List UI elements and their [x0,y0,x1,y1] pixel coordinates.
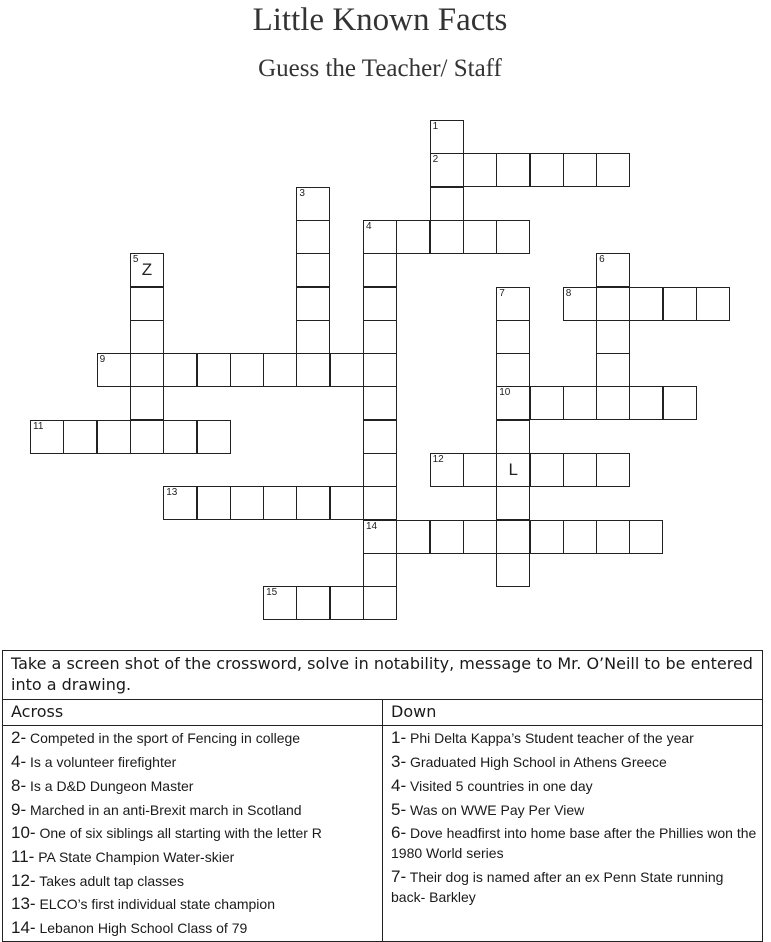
crossword-cell [296,220,330,254]
crossword-cell [296,486,330,520]
clue-number: 14 [366,520,378,532]
crossword-cell [596,287,630,321]
filled-letter: Z [141,260,153,280]
crossword-cell [596,320,630,354]
crossword-cell [130,353,164,387]
crossword-cell [396,220,430,254]
clue-down-4: 4- Visited 5 countries in one day [391,776,593,795]
crossword-cell [629,520,663,554]
crossword-cell [230,353,264,387]
crossword-cell [430,220,464,254]
clue-across-12: 12- Takes adult tap classes [11,871,184,890]
crossword-cell [130,287,164,321]
filled-letter: L [508,460,518,479]
clue-across-14: 14- Lebanon High School Class of 79 [11,918,248,937]
clue-number: 2 [432,154,439,166]
crossword-cell [130,320,164,354]
crossword-cell [563,453,597,487]
clue-across-4: 4- Is a volunteer firefighter [11,752,177,771]
crossword-cell [363,287,397,321]
crossword-cell [496,353,530,387]
crossword-cell [463,220,497,254]
crossword-cell [563,520,597,554]
clue-down-1: 1- Phi Delta Kappa’s Student teacher of the year [391,728,694,747]
crossword-cell [163,486,197,520]
crossword-cell [530,453,564,487]
crossword-cell [596,386,630,420]
crossword-cell [563,386,597,420]
crossword-cell [430,520,464,554]
crossword-cell [463,153,497,187]
clue-across-11: 11- PA State Champion Water-skier [11,847,235,866]
clue-down-3: 3- Graduated High School in Athens Greece [391,752,667,771]
across-heading: Across [3,700,383,726]
crossword-cell [496,420,530,454]
clue-table [2,650,763,942]
crossword-cell [330,353,364,387]
crossword-cell [363,353,397,387]
crossword-cell [296,353,330,387]
clue-across-2: 2- Competed in the sport of Fencing in college [11,728,301,747]
down-heading: Down [383,700,762,726]
crossword-cell [296,253,330,287]
clue-number: 4 [366,220,372,232]
crossword-cell [363,386,397,420]
crossword-cell [430,187,464,221]
crossword-cell [496,220,530,254]
clue-number: 12 [432,454,444,465]
crossword-cell [496,520,530,554]
crossword-cell [496,553,530,587]
clue-across-8: 8- Is a D&D Dungeon Master [11,776,194,795]
crossword-cell [330,586,364,620]
clue-number: 3 [299,187,305,199]
crossword-cell [629,287,663,321]
crossword-cell [496,153,530,187]
clue-number: 5 [132,254,139,266]
crossword-cell [363,253,397,287]
clue-number: 10 [499,387,511,399]
crossword-cell [663,386,697,420]
crossword-cell [363,520,397,554]
crossword-cell [363,420,397,454]
down-clues [383,726,762,941]
crossword-cell [596,253,630,287]
crossword-cell [563,287,597,321]
crossword-cell [296,320,330,354]
crossword-cell [330,486,364,520]
page-subtitle: Guess the Teacher/ Staff [258,55,502,82]
crossword-cell [496,287,530,321]
clue-number: 6 [599,254,605,266]
clue-number: 7 [499,287,505,299]
crossword-cell [163,353,197,387]
crossword-cell [263,486,297,520]
crossword-cell [197,353,231,387]
crossword-cell [130,420,164,454]
crossword-cell [430,120,464,154]
crossword-cell [163,420,197,454]
crossword-cell [496,486,530,520]
crossword-cell [496,386,530,420]
clue-number: 11 [33,420,44,432]
crossword-cell [463,453,497,487]
crossword-cell [363,486,397,520]
clue-across-10: 10- One of six siblings all starting with the letter R [11,823,322,842]
clue-number: 9 [99,354,106,366]
crossword-cell [263,353,297,387]
clue-down-5: 5- Was on WWE Pay Per View [391,800,585,819]
clue-across-9: 9- Marched in an anti-Brexit march in Scotland [11,800,302,819]
clue-number: 13 [166,487,178,499]
clue-down-7: 7- Their dog is named after an ex Penn State running back- Barkley [391,867,724,905]
crossword-cell [696,287,730,321]
crossword-cell [263,586,297,620]
crossword-cell [530,153,564,187]
crossword-cell [363,586,397,620]
crossword-cell [296,187,330,221]
instructions: Take a screen shot of the crossword, solve in notability, message to Mr. O’Neill to be entered into a drawing. [3,651,762,700]
crossword-cell [363,553,397,587]
crossword-cell [530,386,564,420]
crossword-cell [97,353,131,387]
crossword-cell [663,287,697,321]
clue-number: 1 [432,121,439,132]
crossword-cell [496,320,530,354]
crossword-cell [296,586,330,620]
crossword-cell [130,253,164,287]
crossword-cell [396,520,430,554]
crossword-cell [596,153,630,187]
crossword-cell [596,353,630,387]
crossword-cell [596,520,630,554]
crossword-cell [63,420,97,454]
crossword-cell [563,153,597,187]
clue-down-6: 6- Dove headfirst into home base after the Phillies won the 1980 World series [391,823,757,861]
crossword-cell [230,486,264,520]
crossword-cell [363,453,397,487]
crossword-cell [97,420,131,454]
crossword-cell [430,453,464,487]
crossword-cell [363,220,397,254]
crossword-cell [496,453,530,487]
crossword-cell [530,520,564,554]
across-clues [3,726,383,941]
crossword-cell [296,287,330,321]
crossword-cell [30,420,64,454]
crossword-cell [130,386,164,420]
page-title: Little Known Facts [252,2,508,38]
crossword-cell [430,153,464,187]
clue-number: 8 [565,287,572,299]
clue-across-13: 13- ELCO’s first individual state champion [11,894,275,913]
crossword-cell [629,386,663,420]
clue-number: 15 [266,587,278,599]
crossword-cell [596,453,630,487]
crossword-cell [197,486,231,520]
crossword-cell [363,320,397,354]
crossword-cell [463,520,497,554]
crossword-cell [197,420,231,454]
